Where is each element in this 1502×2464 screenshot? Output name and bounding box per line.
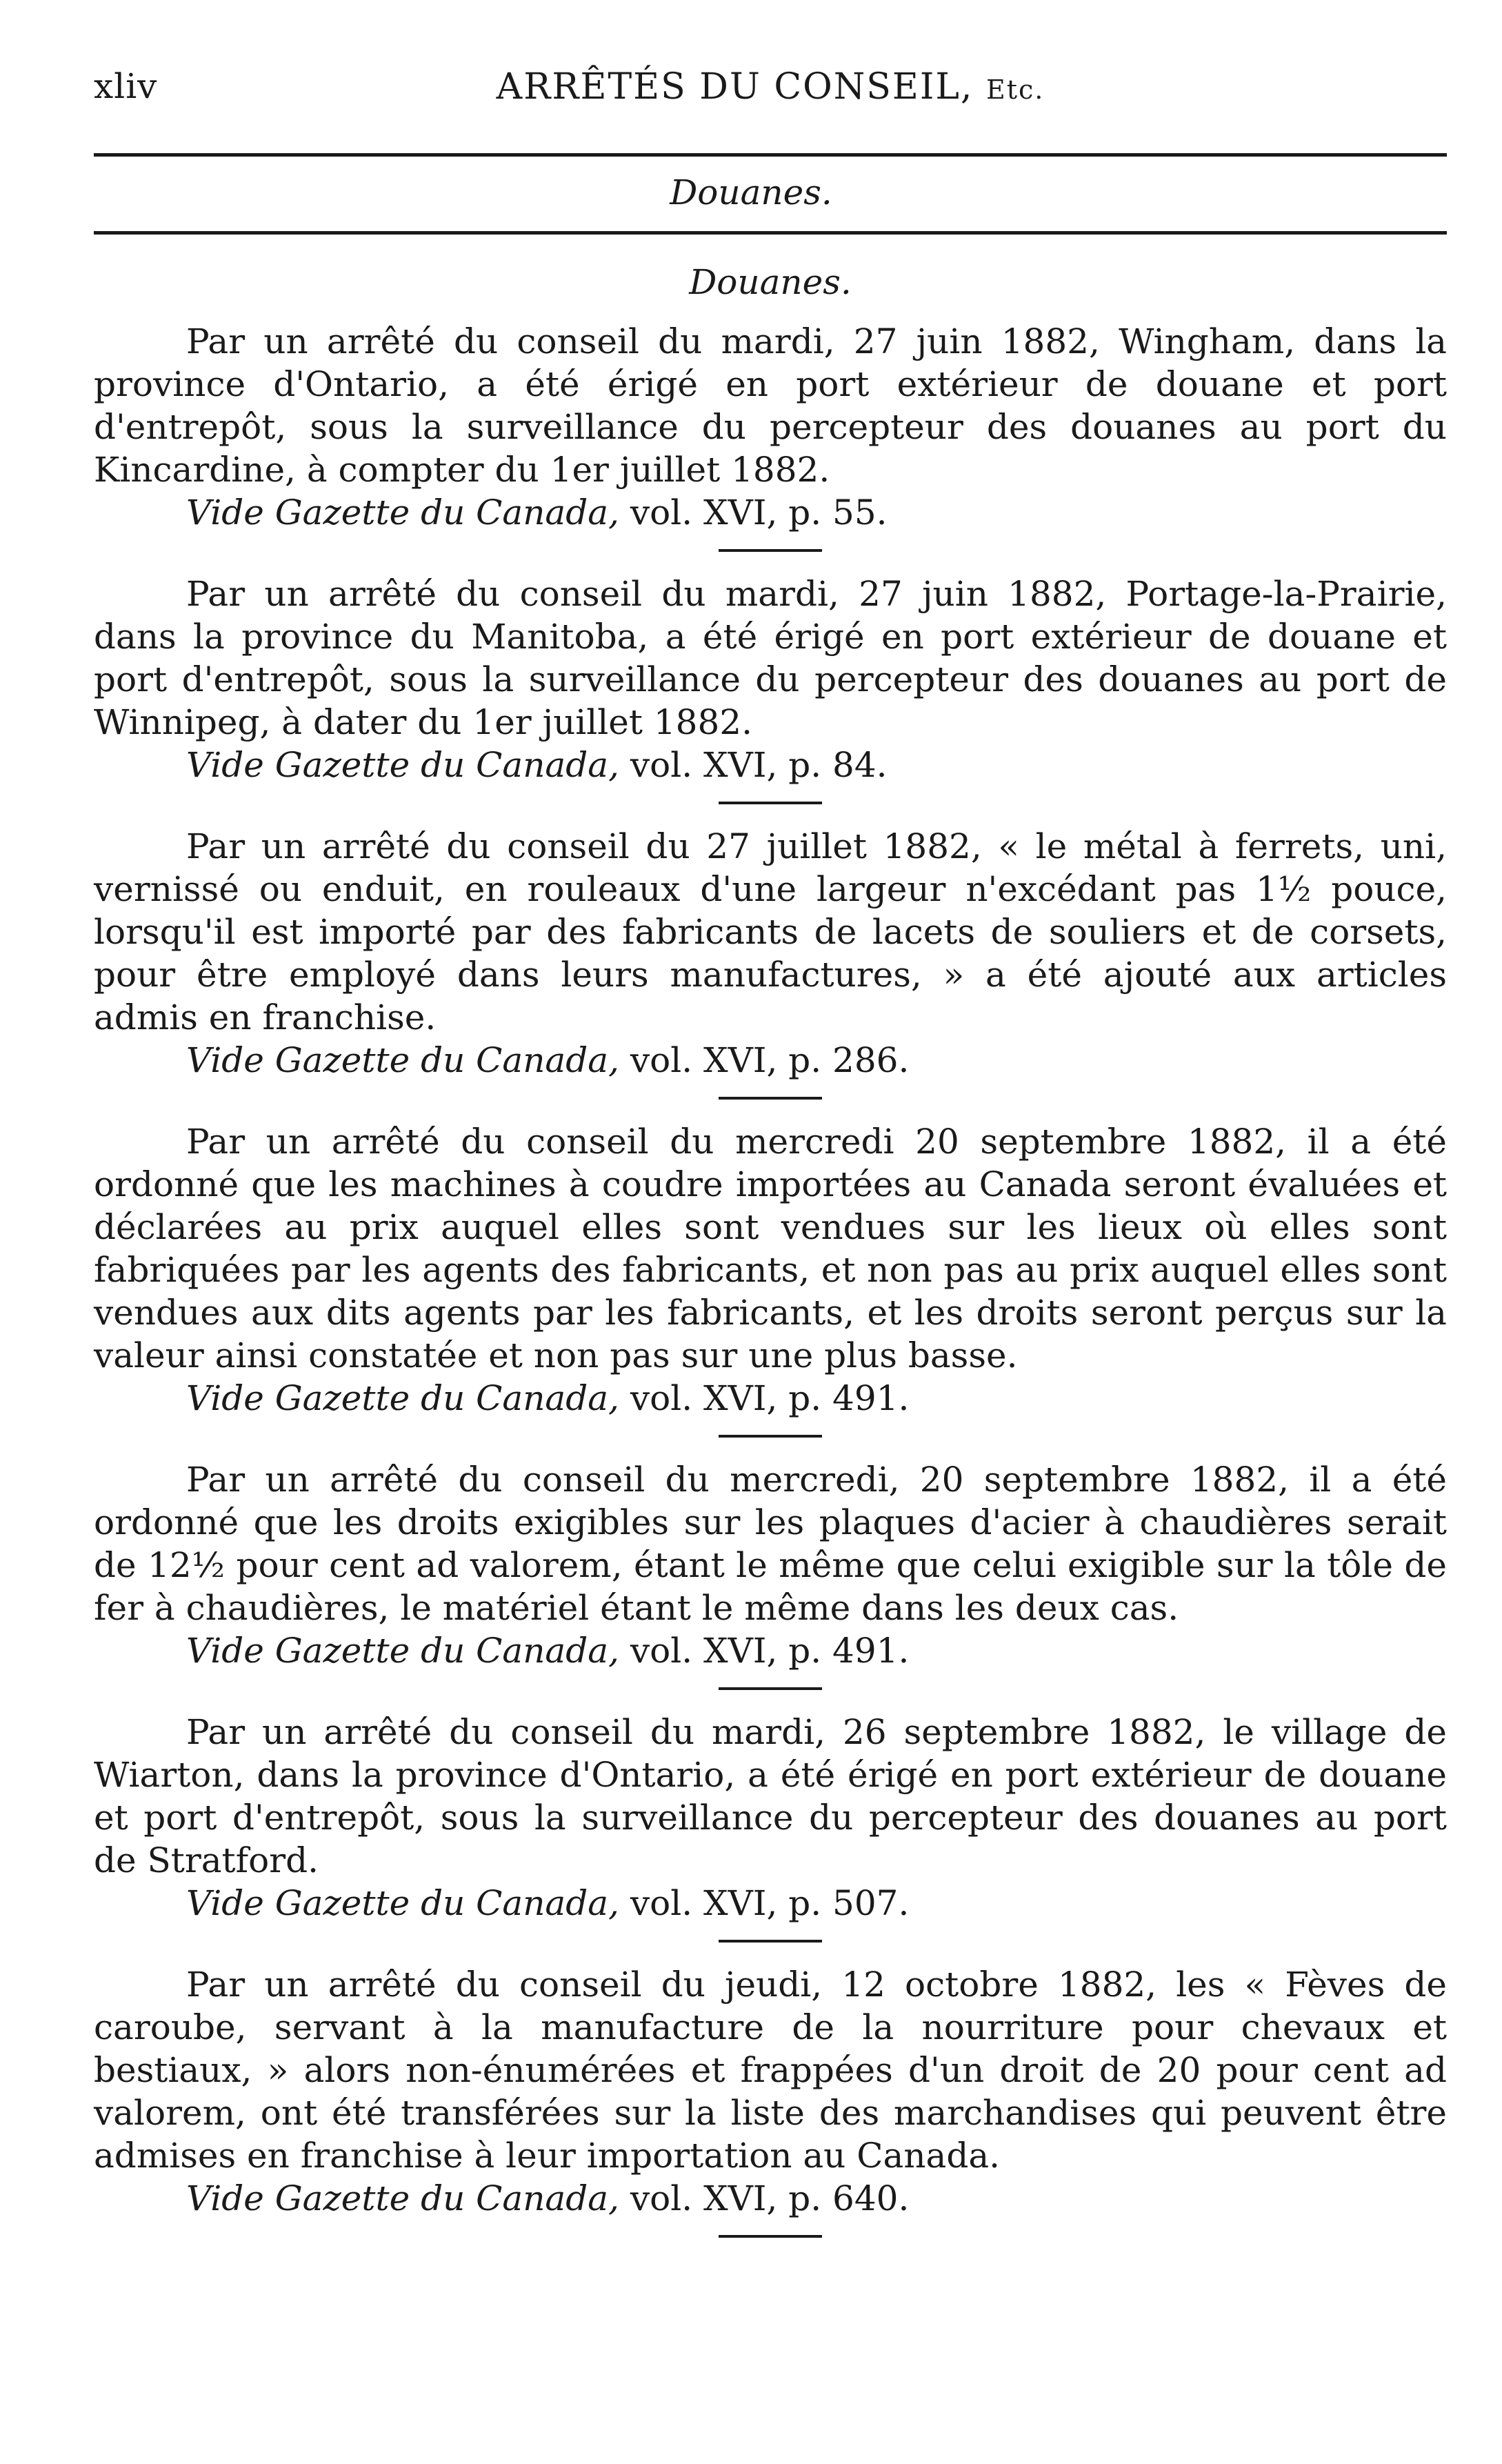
entry-text: Par un arrêté du conseil du mercredi 20 septembre 1882, il a été ordonné que les machines à coudre importées au Canada seront évaluées et déclarées au prix auquel elles sont vendues sur les lieux où elles sont fabriquées par les agents des fabricants, et non pas au prix auquel elles sont vendues aux dits agents par les fabricants, et les droits seront perçus sur la valeur ainsi constatée et non pas sur une plus basse.	[94, 1122, 1447, 1375]
header-rule-top	[94, 153, 1447, 157]
entry-separator	[719, 1097, 822, 1100]
entry	[94, 320, 1447, 534]
entry	[94, 1711, 1447, 1925]
entry-separator	[719, 1687, 822, 1690]
entry	[94, 825, 1447, 1082]
entry	[94, 1458, 1447, 1672]
entry-reference	[94, 2177, 1447, 2220]
entry-reference	[94, 491, 1447, 534]
reference-source: Vide Gazette du Canada,	[186, 745, 619, 785]
reference-source: Vide Gazette du Canada,	[186, 493, 619, 533]
page-body	[94, 262, 1447, 2258]
reference-volume: vol. XVI, p. 491.	[619, 1378, 910, 1418]
header-rule-bottom	[94, 231, 1447, 235]
reference-source: Vide Gazette du Canada,	[186, 1378, 619, 1418]
entry-separator	[719, 1940, 822, 1943]
reference-volume: vol. XVI, p. 286.	[619, 1040, 910, 1080]
reference-source: Vide Gazette du Canada,	[186, 1883, 619, 1923]
entry-separator	[719, 1435, 822, 1438]
reference-volume: vol. XVI, p. 55.	[619, 493, 888, 533]
body-title: Douanes.	[689, 262, 852, 302]
entry-text: Par un arrêté du conseil du mardi, 26 septembre 1882, le village de Wiarton, dans la province d'Ontario, a été érigé en port extérieur de douane et port d'entrepôt, sous la surveillance du percepteur des douanes au port de Stratford.	[94, 1712, 1447, 1880]
reference-source: Vide Gazette du Canada,	[186, 1040, 619, 1080]
running-head	[94, 66, 1447, 108]
reference-source: Vide Gazette du Canada,	[186, 1631, 619, 1671]
entry-separator	[719, 549, 822, 552]
page-header	[94, 66, 1447, 121]
entry	[94, 1963, 1447, 2220]
entry-text: Par un arrêté du conseil du jeudi, 12 octobre 1882, les « Fèves de caroube, servant à la manufacture de la nourriture pour chevaux et bestiaux, » alors non-énumérées et frappées d'un droit de 20 pour cent ad valorem, ont été transférées sur la liste des marchandises qui peuvent être admises en franchise à leur importation au Canada.	[94, 1965, 1447, 2176]
running-head-title: ARRÊTÉS DU CONSEIL,	[496, 66, 974, 108]
reference-volume: vol. XVI, p. 84.	[619, 745, 888, 785]
entry-reference	[94, 744, 1447, 786]
entry	[94, 1120, 1447, 1420]
entry-separator	[719, 2235, 822, 2238]
reference-source: Vide Gazette du Canada,	[186, 2178, 619, 2218]
section-heading: Douanes.	[670, 172, 832, 212]
entry-separator	[719, 802, 822, 804]
entry-text: Par un arrêté du conseil du mardi, 27 juin 1882, Portage-la-Prairie, dans la province du Manitoba, a été érigé en port extérieur de douane et port d'entrepôt, sous la surveillance du percepteur des douanes au port de Winnipeg, à dater du 1er juillet 1882.	[94, 574, 1447, 742]
reference-volume: vol. XVI, p. 640.	[619, 2178, 910, 2218]
entry-reference	[94, 1629, 1447, 1672]
running-head-etc: Etc.	[985, 74, 1045, 105]
entry-text: Par un arrêté du conseil du mercredi, 20 septembre 1882, il a été ordonné que les droits exigibles sur les plaques d'acier à chaudières serait de 12½ pour cent ad valorem, étant le même que celui exigible sur la tôle de fer à chaudières, le matériel étant le même dans les deux cas.	[94, 1460, 1447, 1628]
page-number: xliv	[94, 66, 158, 106]
entry	[94, 573, 1447, 786]
entry-reference	[94, 1882, 1447, 1925]
entry-text: Par un arrêté du conseil du mardi, 27 juin 1882, Wingham, dans la province d'Ontario, a été érigé en port extérieur de douane et port d'entrepôt, sous la surveillance du percepteur des douanes au port du Kincardine, à compter du 1er juillet 1882.	[94, 321, 1447, 490]
entry-reference	[94, 1377, 1447, 1420]
reference-volume: vol. XVI, p. 491.	[619, 1631, 910, 1671]
entry-text: Par un arrêté du conseil du 27 juillet 1882, « le métal à ferrets, uni, vernissé ou enduit, en rouleaux d'une largeur n'excédant pas 1½ pouce, lorsqu'il est importé par des fabricants de lacets de souliers et de corsets, pour être employé dans leurs manufactures, » a été ajouté aux articles admis en franchise.	[94, 826, 1447, 1037]
entry-reference	[94, 1039, 1447, 1082]
reference-volume: vol. XVI, p. 507.	[619, 1883, 910, 1923]
